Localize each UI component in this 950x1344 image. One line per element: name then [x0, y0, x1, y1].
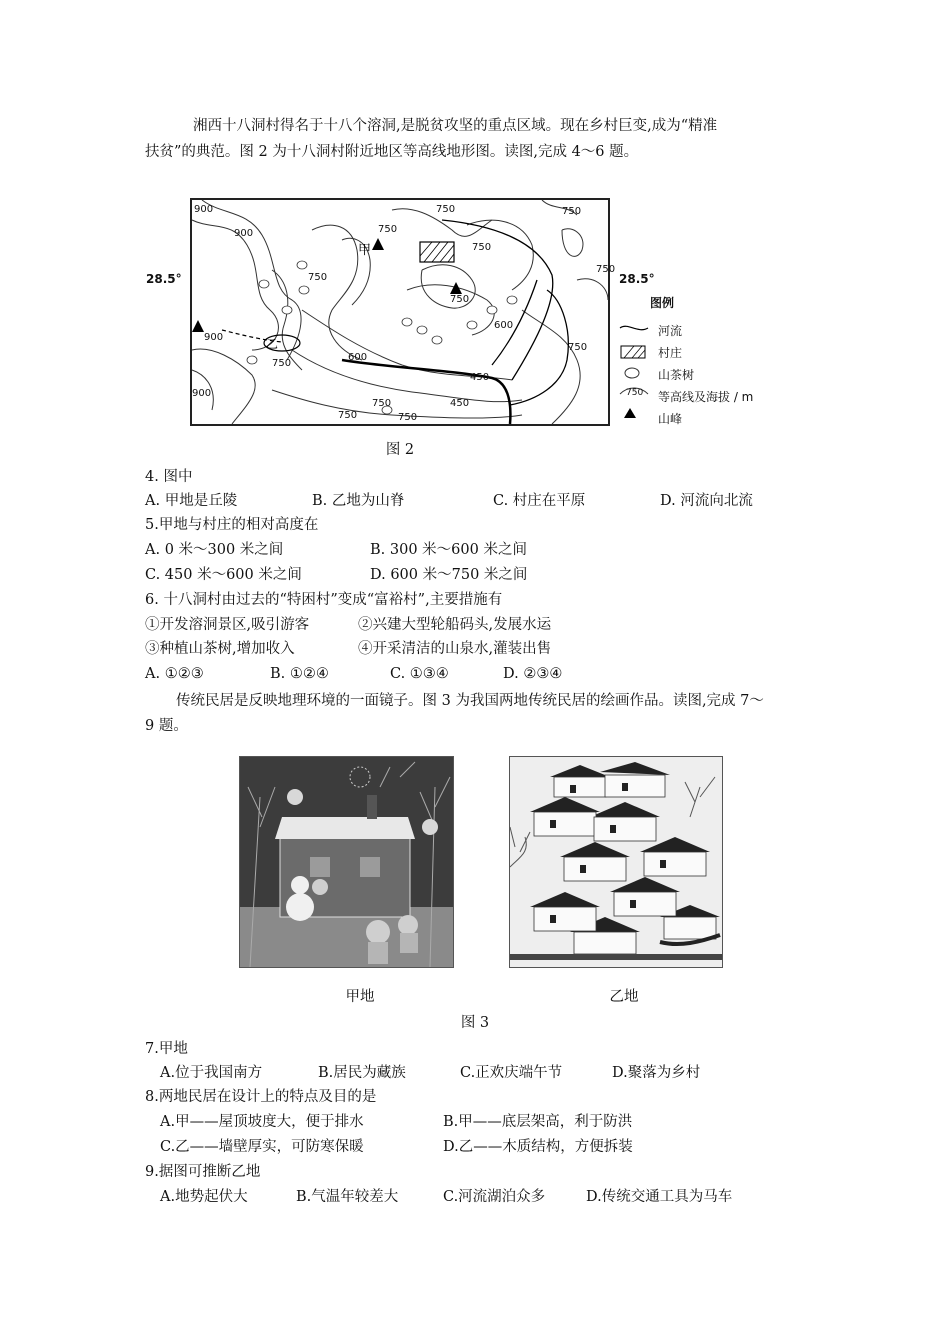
place-label-yi: 乙: [266, 337, 279, 351]
q4-option-b[interactable]: B. 乙地为山脊: [312, 493, 405, 509]
q5-option-b[interactable]: B. 300 米～600 米之间: [370, 542, 527, 558]
contour-line: [192, 349, 255, 424]
contour-line: [577, 279, 608, 300]
intro2-line-1: 传统民居是反映地理环境的一面镜子。图 3 为我国两地传统民居的绘画作品。读图,完成 7～: [176, 693, 764, 709]
painting-jia: [239, 756, 454, 968]
map-legend: [618, 294, 788, 434]
q5-option-a[interactable]: A. 0 米～300 米之间: [145, 542, 284, 558]
intro2-line-2: 9 题。: [145, 718, 188, 734]
q5-option-d[interactable]: D. 600 米～750 米之间: [370, 567, 528, 583]
contour-label: 750: [472, 242, 492, 253]
contour-label: 600: [348, 352, 368, 363]
q9-stem: 9.据图可推断乙地: [145, 1164, 261, 1180]
painting-jia-drawing: [240, 757, 453, 967]
q6-option-c[interactable]: C. ①③④: [390, 666, 449, 682]
q6-option-a[interactable]: A. ①②③: [145, 666, 204, 682]
q8-option-a[interactable]: A.甲——屋顶坡度大，便于排水: [160, 1114, 364, 1130]
contour-label: 900: [234, 228, 254, 239]
peak-symbol: [192, 320, 204, 332]
village-symbol: [420, 242, 454, 262]
q8-stem: 8.两地民居在设计上的特点及目的是: [145, 1089, 377, 1105]
q7-option-b[interactable]: B.居民为藏族: [318, 1065, 406, 1081]
legend-symbols: [618, 318, 650, 438]
peak-jia-symbol: [372, 238, 384, 250]
contour-label: 750: [308, 272, 328, 283]
q4-option-a[interactable]: A. 甲地是丘陵: [145, 493, 238, 509]
q8-option-d[interactable]: D.乙——木质结构，方便拆装: [443, 1139, 633, 1155]
contour-label: 750: [338, 410, 358, 421]
q7-option-c[interactable]: C.正欢庆端午节: [460, 1065, 563, 1081]
q9-option-c[interactable]: C.河流湖泊众多: [443, 1189, 546, 1205]
contour-line: [272, 270, 302, 370]
contour-label: 750: [568, 342, 588, 353]
contour-line: [272, 390, 522, 418]
contour-label: 750: [436, 204, 456, 215]
legend-river-label: 河流: [658, 324, 683, 338]
q6-option-b[interactable]: B. ①②④: [270, 666, 329, 682]
contour-line: [312, 225, 362, 360]
figure-3-label-right: 乙地: [609, 989, 639, 1005]
q7-stem: 7.甲地: [145, 1041, 188, 1057]
camellia-tree-icon: [507, 296, 517, 304]
q6-stem: 6. 十八洞村由过去的“特困村”变成“富裕村”,主要措施有: [145, 592, 503, 608]
q6-statement-3: ③种植山茶树,增加收入: [145, 641, 295, 657]
q4-option-d[interactable]: D. 河流向北流: [660, 493, 753, 509]
intro-line-2: 扶贫”的典范。图 2 为十八洞村附近地区等高线地形图。读图,完成 4～6 题。: [145, 144, 639, 160]
legend-village-label: 村庄: [658, 346, 683, 360]
q8-option-c[interactable]: C.乙——墙壁厚实，可防寒保暖: [160, 1139, 364, 1155]
q7-option-a[interactable]: A.位于我国南方: [160, 1065, 263, 1081]
q7-option-d[interactable]: D.聚落为乡村: [612, 1065, 701, 1081]
camellia-tree-icon: [259, 280, 269, 288]
main-river: [342, 360, 510, 424]
camellia-tree-icon: [467, 321, 477, 329]
camellia-tree-icon: [417, 326, 427, 334]
q5-stem: 5.甲地与村庄的相对高度在: [145, 517, 319, 533]
contour-label: 750: [272, 358, 292, 369]
figure-2-caption: 图 2: [385, 442, 415, 458]
contour-label: 900: [194, 204, 214, 215]
q6-statement-2: ②兴建大型轮船码头,发展水运: [358, 617, 552, 633]
latitude-label-left: 28.5°: [146, 272, 182, 286]
contour-map: [190, 198, 616, 426]
q9-option-d[interactable]: D.传统交通工具为马车: [586, 1189, 733, 1205]
q6-statement-1: ①开发溶洞景区,吸引游客: [145, 617, 310, 633]
figure-3-label-left: 甲地: [345, 989, 375, 1005]
camellia-tree-icon: [247, 356, 257, 364]
contour-label: 750: [450, 294, 470, 305]
contour-label: 450: [470, 372, 490, 383]
latitude-label-right: 28.5°: [619, 272, 655, 286]
camellia-tree-icon: [432, 336, 442, 344]
painting-yi-drawing: [510, 757, 722, 967]
contour-line: [562, 229, 583, 257]
legend-contour-sample: 750: [626, 388, 644, 398]
contour-label: 750: [596, 264, 616, 275]
legend-title: 图例: [650, 296, 675, 310]
contour-line: [522, 310, 580, 424]
camellia-tree-icon: [299, 286, 309, 294]
legend-peak-icon: [624, 408, 636, 418]
q5-option-c[interactable]: C. 450 米～600 米之间: [145, 567, 302, 583]
q9-option-b[interactable]: B.气温年较差大: [296, 1189, 399, 1205]
legend-river-icon: [620, 326, 648, 329]
contour-label: 750: [372, 398, 392, 409]
place-label-jia: 甲: [358, 243, 372, 258]
camellia-tree-icon: [297, 261, 307, 269]
q6-option-d[interactable]: D. ②③④: [503, 666, 563, 682]
legend-contour-label: 等高线及海拔 / m: [658, 390, 754, 404]
contour-label: 900: [204, 332, 224, 343]
figure-3-caption: 图 3: [460, 1015, 490, 1031]
q4-option-c[interactable]: C. 村庄在平原: [493, 493, 586, 509]
camellia-tree-icon: [282, 306, 292, 314]
legend-camellia-icon: [625, 368, 639, 378]
contour-map-drawing: [192, 200, 616, 424]
painting-yi: [509, 756, 723, 968]
contour-label: 750: [398, 412, 418, 423]
legend-camellia-label: 山茶树: [658, 368, 695, 382]
camellia-tree-icon: [487, 306, 497, 314]
legend-village-icon: [621, 346, 645, 358]
contour-label: 900: [192, 388, 212, 399]
camellia-tree-icon: [402, 318, 412, 326]
contour-label: 750: [378, 224, 398, 235]
river-branch: [510, 290, 568, 405]
contour-label: 750: [562, 206, 582, 217]
contour-label: 450: [450, 398, 470, 409]
q8-option-b[interactable]: B.甲——底层架高，利于防洪: [443, 1114, 633, 1130]
q6-statement-4: ④开采清洁的山泉水,灌装出售: [358, 641, 552, 657]
q9-option-a[interactable]: A.地势起伏大: [160, 1189, 248, 1205]
legend-peak-label: 山峰: [658, 412, 683, 426]
q4-stem: 4. 图中: [145, 469, 193, 485]
intro-line-1: 湘西十八洞村得名于十八个溶洞,是脱贫攻坚的重点区域。现在乡村巨变,成为“精准: [193, 118, 718, 134]
contour-label: 600: [494, 320, 514, 331]
